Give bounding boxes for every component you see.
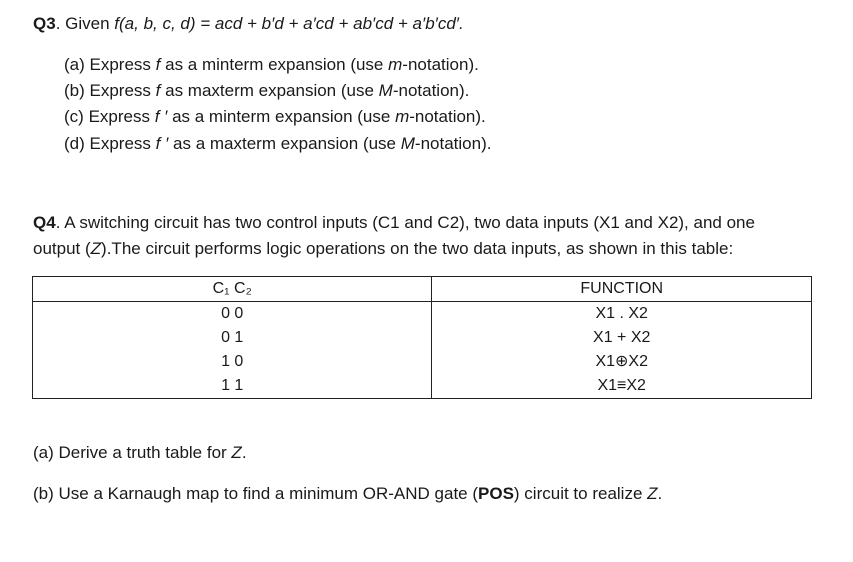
q3-part-d-pre: Express [89,134,156,153]
table-row [33,350,812,374]
header-control-inputs: C₁ C₂ [33,277,432,302]
q4-line1: . A switching circuit has two control inputs (C1 and C2), two data inputs (X1 and X2), and one [55,213,755,232]
table-cell-control: 0 0 [33,302,432,327]
q3-part-a-pre: Express [89,55,156,74]
q3-part-c-pre: Express [88,107,155,126]
q3-part-c-label: (c) [64,107,84,126]
table-cell-control: 0 1 [33,326,432,350]
q4-part-b-var: Z [647,484,658,503]
table-row [33,374,812,399]
q4-part-b [33,483,662,505]
table-cell-function: X1 . X2 [432,302,812,327]
q3-part-a-post: as a minterm expansion (use [160,55,389,74]
q4-part-b-end: . [657,484,663,503]
q3-part-c-end: -notation). [409,107,486,126]
q4-number: Q4 [33,213,56,232]
q3-part-b-post: as maxterm expansion (use [160,81,379,100]
q4-part-b-text: (b) Use a Karnaugh map to find a minimum OR-AND gate ( [33,484,479,503]
table-row [33,326,812,350]
table-cell-control: 1 1 [33,374,432,399]
q3-part-b-label: (b) [64,81,85,100]
q3-part-c-notation: m [395,107,410,126]
q4-part-a-end: . [241,443,247,462]
q4-question-line1 [33,212,755,234]
q3-function: f(a, b, c, d) = acd + b′d + a′cd + ab′cd + a′b′cd′. [114,14,464,33]
q3-part-c-var: f ′ [154,107,168,126]
q3-part-a-label: (a) [64,55,85,74]
q3-part-d-notation: M [400,134,415,153]
q4-part-b-bold: POS [478,484,514,503]
q4-part-a [33,442,247,464]
q4-line2-pre: output ( [33,239,91,258]
q3-part-a-end: -notation). [402,55,479,74]
q4-line2-post: ).The circuit performs logic operations on the two data inputs, as shown in this table: [101,239,734,258]
q3-part-d-end: -notation). [414,134,492,153]
q3-part-d [64,133,491,155]
q4-question-line2 [33,238,733,260]
table-cell-function: X1≡X2 [432,374,812,399]
q3-part-b-pre: Express [89,81,156,100]
q3-number: Q3 [33,14,56,33]
q4-part-b-mid: ) circuit to realize [513,484,648,503]
q3-part-b-notation: M [378,81,393,100]
q4-line2-var: Z [90,239,102,258]
q3-part-c [64,106,486,128]
q3-part-b-end: -notation). [392,81,470,100]
q3-part-c-post: as a minterm expansion (use [167,107,396,126]
q3-intro: . Given [55,14,115,33]
q3-part-b [64,80,469,102]
function-table [32,276,812,399]
table-header-row [33,277,812,302]
q4-part-a-var: Z [231,443,242,462]
q3-part-a-notation: m [388,55,403,74]
table-cell-function: X1⊕X2 [432,350,812,374]
q3-part-a-var: f [155,55,161,74]
q3-part-d-label: (d) [64,134,85,153]
q3-part-a [64,54,479,76]
q3-part-d-var: f ′ [155,134,169,153]
q3-question [33,13,464,35]
q3-part-d-post: as a maxterm expansion (use [168,134,401,153]
table-cell-function: X1 + X2 [432,326,812,350]
header-function: FUNCTION [432,277,812,302]
table-row [33,302,812,327]
q3-part-b-var: f [155,81,161,100]
table-cell-control: 1 0 [33,350,432,374]
q4-part-a-text: (a) Derive a truth table for [33,443,232,462]
